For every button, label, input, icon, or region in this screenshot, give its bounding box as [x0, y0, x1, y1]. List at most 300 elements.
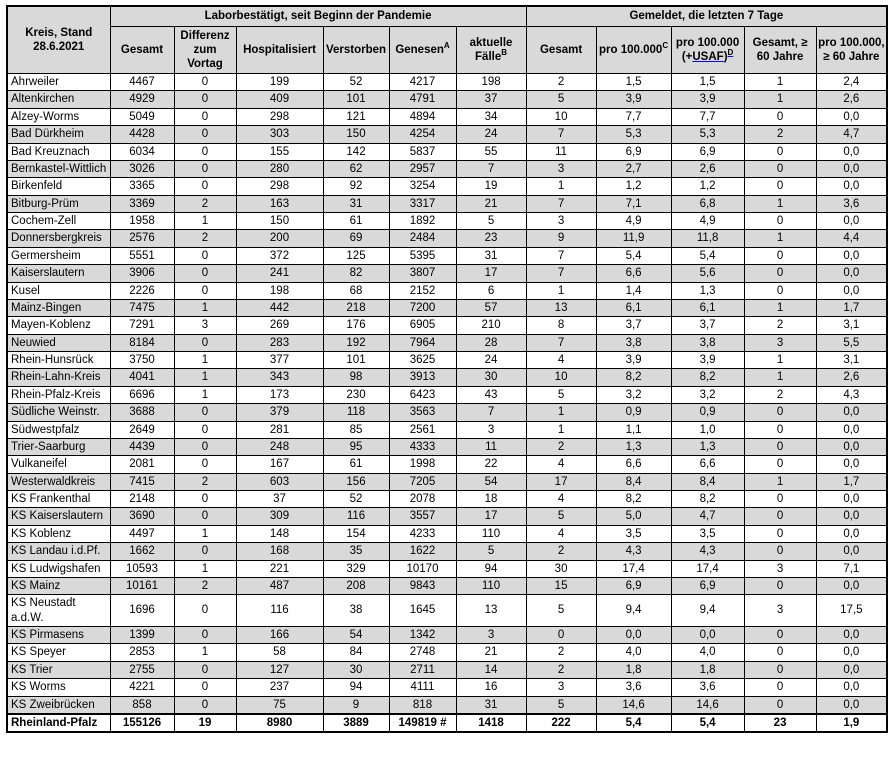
- cell-pro-100000-60-jahre: 4,3: [816, 386, 887, 403]
- cell-differenz-zum-vortag: 0: [174, 679, 236, 696]
- cell-gesamt: 1696: [110, 595, 174, 627]
- cell-pro-100000-usaf: 3,6: [671, 679, 744, 696]
- total-row: [7, 714, 887, 732]
- cell-genesen: 4111: [389, 679, 456, 696]
- cell-pro-100000-usaf: 8,2: [671, 369, 744, 386]
- cell-differenz-zum-vortag: 0: [174, 334, 236, 351]
- cell-gesamt: 1399: [110, 627, 174, 644]
- cell-genesen: 1342: [389, 627, 456, 644]
- cell-gesamt-60-jahre: 3: [744, 560, 816, 577]
- cell-gesamt-60-jahre: 1: [744, 299, 816, 316]
- kreis-name: Neuwied: [7, 334, 110, 351]
- cell-gesamt: 2148: [110, 491, 174, 508]
- usaf-link[interactable]: USAF: [692, 51, 724, 64]
- cell-genesen: 6423: [389, 386, 456, 403]
- kreis-name: KS Ludwigshafen: [7, 560, 110, 577]
- total-name: Rheinland-Pfalz: [7, 714, 110, 732]
- kreis-name: Westerwaldkreis: [7, 473, 110, 490]
- cell-verstorben: 329: [323, 560, 389, 577]
- cell-gesamt-60-jahre: 1: [744, 230, 816, 247]
- cell-genesen: 3254: [389, 178, 456, 195]
- cell-aktuelle-faelle: 3: [456, 627, 526, 644]
- cell-hospitalisiert: 127: [236, 661, 323, 678]
- col-header-hospitalisiert: Hospitalisiert: [236, 27, 323, 74]
- cell-pro-100000: 7,7: [596, 108, 671, 125]
- cell-pro-100000-60-jahre: 5,5: [816, 334, 887, 351]
- cell-gesamt: 2081: [110, 456, 174, 473]
- cell-pro-100000-60-jahre: 0,0: [816, 696, 887, 714]
- cell-gesamt-60-jahre: 1: [744, 74, 816, 91]
- group-header-laborbestaetigt: Laborbestätigt, seit Beginn der Pandemie: [110, 6, 526, 27]
- cell-differenz-zum-vortag: 0: [174, 627, 236, 644]
- cell-differenz-zum-vortag: 0: [174, 126, 236, 143]
- cell-verstorben: 218: [323, 299, 389, 316]
- cell-pro-100000-usaf: 6,9: [671, 143, 744, 160]
- table-row: [7, 230, 887, 247]
- cell-verstorben: 150: [323, 126, 389, 143]
- cell-aktuelle-faelle: 30: [456, 369, 526, 386]
- cell-differenz-zum-vortag: 0: [174, 595, 236, 627]
- cell-gesamt-60-jahre: 2: [744, 386, 816, 403]
- cell-gesamt-7tage: 0: [526, 627, 596, 644]
- cell-verstorben: 54: [323, 627, 389, 644]
- cell-pro-100000: 6,6: [596, 456, 671, 473]
- cell-pro-100000: 2,7: [596, 160, 671, 177]
- cell-aktuelle-faelle: 55: [456, 143, 526, 160]
- cell-gesamt: 8184: [110, 334, 174, 351]
- cell-pro-100000-60-jahre: 1,7: [816, 473, 887, 490]
- cell-gesamt-7tage: 2: [526, 543, 596, 560]
- cell-hospitalisiert: 116: [236, 595, 323, 627]
- cell-pro-100000: 1,3: [596, 438, 671, 455]
- cell-aktuelle-faelle: 24: [456, 126, 526, 143]
- cell-pro-100000: 0,0: [596, 627, 671, 644]
- cell-gesamt-60-jahre: 0: [744, 282, 816, 299]
- cell-pro-100000-usaf: 5,3: [671, 126, 744, 143]
- cell-gesamt: 4428: [110, 126, 174, 143]
- cell-pro-100000: 5,0: [596, 508, 671, 525]
- cell-hospitalisiert: 241: [236, 265, 323, 282]
- cell-differenz-zum-vortag: 3: [174, 317, 236, 334]
- cell-differenz-zum-vortag: 0: [174, 543, 236, 560]
- cell-gesamt-60-jahre: 0: [744, 178, 816, 195]
- cell-pro-100000-usaf: 8,2: [671, 491, 744, 508]
- cell-gesamt: 3369: [110, 195, 174, 212]
- table-row: [7, 178, 887, 195]
- cell-aktuelle-faelle: 14: [456, 661, 526, 678]
- cell-differenz-zum-vortag: 1: [174, 213, 236, 230]
- cell-verstorben: 52: [323, 74, 389, 91]
- kreis-name: Südwestpfalz: [7, 421, 110, 438]
- cell-gesamt-7tage: 3: [526, 679, 596, 696]
- cell-gesamt-60-jahre: 0: [744, 644, 816, 661]
- cell-aktuelle-faelle: 43: [456, 386, 526, 403]
- cell-differenz-zum-vortag: 0: [174, 74, 236, 91]
- cell-aktuelle-faelle: 28: [456, 334, 526, 351]
- cell-aktuelle-faelle: 6: [456, 282, 526, 299]
- cell-differenz-zum-vortag: 0: [174, 160, 236, 177]
- kreis-name: KS Neustadt a.d.W.: [7, 595, 110, 627]
- cell-pro-100000: 11,9: [596, 230, 671, 247]
- cell-differenz-zum-vortag: 0: [174, 91, 236, 108]
- cell-gesamt-60-jahre: 0: [744, 438, 816, 455]
- table-row: [7, 627, 887, 644]
- cell-gesamt: 4929: [110, 91, 174, 108]
- kreis-name: Trier-Saarburg: [7, 438, 110, 455]
- cell-gesamt: 10161: [110, 577, 174, 594]
- kreis-name: Donnersbergkreis: [7, 230, 110, 247]
- cell-gesamt-60-jahre: 1: [744, 352, 816, 369]
- cell-pro-100000-usaf: 3,5: [671, 525, 744, 542]
- col-header-aktuelle-faelle: aktuelle Fälle$^B$: [456, 27, 526, 74]
- cell-gesamt: 7291: [110, 317, 174, 334]
- cell-pro-100000-usaf: 3,9: [671, 91, 744, 108]
- cell-gesamt-60-jahre: 2: [744, 126, 816, 143]
- cell-aktuelle-faelle: 34: [456, 108, 526, 125]
- table-row: [7, 525, 887, 542]
- kreis-name: Rhein-Hunsrück: [7, 352, 110, 369]
- kreis-name: KS Koblenz: [7, 525, 110, 542]
- cell-genesen: 2748: [389, 644, 456, 661]
- cell-differenz-zum-vortag: 1: [174, 386, 236, 403]
- col-header-genesen: Genesen$^A$: [389, 27, 456, 74]
- cell-aktuelle-faelle: 21: [456, 195, 526, 212]
- cell-differenz-zum-vortag: 1: [174, 644, 236, 661]
- cell-verstorben: 84: [323, 644, 389, 661]
- kreis-name: Vulkaneifel: [7, 456, 110, 473]
- table-row: [7, 247, 887, 264]
- table-row: [7, 282, 887, 299]
- table-row: [7, 595, 887, 627]
- cell-gesamt-7tage: 1: [526, 421, 596, 438]
- table-header: [7, 6, 887, 74]
- cell-differenz-zum-vortag: 1: [174, 525, 236, 542]
- table-row: [7, 352, 887, 369]
- cell-differenz-zum-vortag: 0: [174, 661, 236, 678]
- cell-gesamt-60-jahre: 2: [744, 317, 816, 334]
- group-header-row: [7, 6, 887, 27]
- cell-gesamt: 3688: [110, 404, 174, 421]
- cell-differenz-zum-vortag: 2: [174, 195, 236, 212]
- kreis-name: KS Kaiserslautern: [7, 508, 110, 525]
- cell-pro-100000: 6,1: [596, 299, 671, 316]
- cell-genesen: 3563: [389, 404, 456, 421]
- cell-differenz-zum-vortag: 0: [174, 247, 236, 264]
- cell-pro-100000-usaf: 3,9: [671, 352, 744, 369]
- cell-differenz-zum-vortag: 0: [174, 438, 236, 455]
- cell-gesamt-7tage: 2: [526, 438, 596, 455]
- cell-pro-100000-60-jahre: 1,9: [816, 714, 887, 732]
- cell-pro-100000-60-jahre: 0,0: [816, 178, 887, 195]
- cell-gesamt: 6696: [110, 386, 174, 403]
- footnote-marker-c: C: [662, 41, 669, 51]
- corner-line1: Kreis, Stand: [25, 27, 93, 39]
- kreis-name: Kaiserslautern: [7, 265, 110, 282]
- kreis-name: Mayen-Koblenz: [7, 317, 110, 334]
- table-row: [7, 543, 887, 560]
- cell-gesamt: 1662: [110, 543, 174, 560]
- table-row: [7, 560, 887, 577]
- cell-gesamt-60-jahre: 23: [744, 714, 816, 732]
- cell-aktuelle-faelle: 17: [456, 265, 526, 282]
- cell-hospitalisiert: 283: [236, 334, 323, 351]
- cell-differenz-zum-vortag: 1: [174, 560, 236, 577]
- cell-pro-100000-60-jahre: 0,0: [816, 661, 887, 678]
- footnote-marker-d: D: [727, 48, 734, 58]
- cell-gesamt-60-jahre: 0: [744, 421, 816, 438]
- table-row: [7, 438, 887, 455]
- cell-gesamt: 4221: [110, 679, 174, 696]
- cell-pro-100000: 3,2: [596, 386, 671, 403]
- cell-hospitalisiert: 298: [236, 108, 323, 125]
- cell-gesamt: 6034: [110, 143, 174, 160]
- cell-gesamt-7tage: 8: [526, 317, 596, 334]
- cell-pro-100000-usaf: 1,5: [671, 74, 744, 91]
- cell-hospitalisiert: 303: [236, 126, 323, 143]
- kreis-name: Bernkastel-Wittlich: [7, 160, 110, 177]
- cell-gesamt: 858: [110, 696, 174, 714]
- cell-differenz-zum-vortag: 0: [174, 143, 236, 160]
- kreis-name: Ahrweiler: [7, 74, 110, 91]
- cell-hospitalisiert: 280: [236, 160, 323, 177]
- col-header-differenz-zum-vortag: Differenz zum Vortag: [174, 27, 236, 74]
- table-row: [7, 369, 887, 386]
- table-row: [7, 91, 887, 108]
- cell-pro-100000: 0,9: [596, 404, 671, 421]
- col-header-pro-100000-60-jahre: pro 100.000, ≥ 60 Jahre: [816, 27, 887, 74]
- cell-gesamt-60-jahre: 1: [744, 91, 816, 108]
- cell-pro-100000-60-jahre: 0,0: [816, 108, 887, 125]
- kreis-name: Bitburg-Prüm: [7, 195, 110, 212]
- cell-hospitalisiert: 269: [236, 317, 323, 334]
- cell-pro-100000-60-jahre: 1,7: [816, 299, 887, 316]
- cell-genesen: 4894: [389, 108, 456, 125]
- cell-hospitalisiert: 248: [236, 438, 323, 455]
- cell-gesamt-60-jahre: 0: [744, 247, 816, 264]
- table-row: [7, 679, 887, 696]
- cell-gesamt: 5551: [110, 247, 174, 264]
- cell-hospitalisiert: 150: [236, 213, 323, 230]
- cell-pro-100000: 1,1: [596, 421, 671, 438]
- cell-gesamt: 2576: [110, 230, 174, 247]
- cell-pro-100000-60-jahre: 0,0: [816, 679, 887, 696]
- cell-aktuelle-faelle: 23: [456, 230, 526, 247]
- cell-pro-100000-60-jahre: 0,0: [816, 160, 887, 177]
- cell-verstorben: 30: [323, 661, 389, 678]
- cell-pro-100000-60-jahre: 0,0: [816, 491, 887, 508]
- cell-gesamt-60-jahre: 0: [744, 696, 816, 714]
- cell-gesamt-7tage: 4: [526, 352, 596, 369]
- cell-pro-100000-usaf: 5,4: [671, 714, 744, 732]
- kreis-name: KS Mainz: [7, 577, 110, 594]
- cell-gesamt: 2226: [110, 282, 174, 299]
- cell-differenz-zum-vortag: 0: [174, 696, 236, 714]
- cell-gesamt-60-jahre: 3: [744, 595, 816, 627]
- cell-hospitalisiert: 173: [236, 386, 323, 403]
- cell-pro-100000-usaf: 4,7: [671, 508, 744, 525]
- cell-hospitalisiert: 200: [236, 230, 323, 247]
- cell-gesamt-7tage: 7: [526, 126, 596, 143]
- cell-pro-100000-60-jahre: 4,4: [816, 230, 887, 247]
- table-row: [7, 421, 887, 438]
- cell-gesamt-7tage: 5: [526, 386, 596, 403]
- cell-differenz-zum-vortag: 0: [174, 508, 236, 525]
- table-row: [7, 508, 887, 525]
- cell-pro-100000-usaf: 6,8: [671, 195, 744, 212]
- cell-verstorben: 68: [323, 282, 389, 299]
- cell-pro-100000: 6,9: [596, 143, 671, 160]
- cell-genesen: 5395: [389, 247, 456, 264]
- cell-pro-100000-60-jahre: 2,4: [816, 74, 887, 91]
- cell-verstorben: 208: [323, 577, 389, 594]
- cell-pro-100000: 3,6: [596, 679, 671, 696]
- cell-genesen: 2484: [389, 230, 456, 247]
- cell-pro-100000-usaf: 3,7: [671, 317, 744, 334]
- cell-gesamt-60-jahre: 0: [744, 265, 816, 282]
- cell-aktuelle-faelle: 31: [456, 696, 526, 714]
- cell-gesamt-7tage: 15: [526, 577, 596, 594]
- table-row: [7, 644, 887, 661]
- cell-pro-100000-60-jahre: 4,7: [816, 126, 887, 143]
- cell-gesamt-7tage: 3: [526, 213, 596, 230]
- kreis-name: Rhein-Pfalz-Kreis: [7, 386, 110, 403]
- cell-gesamt-7tage: 1: [526, 178, 596, 195]
- cell-aktuelle-faelle: 3: [456, 421, 526, 438]
- table-row: [7, 299, 887, 316]
- cell-differenz-zum-vortag: 2: [174, 230, 236, 247]
- cell-gesamt-7tage: 7: [526, 247, 596, 264]
- cell-pro-100000-60-jahre: 0,0: [816, 508, 887, 525]
- cell-verstorben: 61: [323, 213, 389, 230]
- cell-hospitalisiert: 166: [236, 627, 323, 644]
- cell-pro-100000: 3,7: [596, 317, 671, 334]
- kreis-name: KS Trier: [7, 661, 110, 678]
- cell-genesen: 6905: [389, 317, 456, 334]
- col-header-gesamt: Gesamt: [110, 27, 174, 74]
- cell-hospitalisiert: 379: [236, 404, 323, 421]
- cell-pro-100000: 5,4: [596, 247, 671, 264]
- cell-pro-100000-usaf: 1,8: [671, 661, 744, 678]
- cell-pro-100000: 5,3: [596, 126, 671, 143]
- cell-hospitalisiert: 75: [236, 696, 323, 714]
- col-header-gesamt-60-jahre: Gesamt, ≥ 60 Jahre: [744, 27, 816, 74]
- cell-pro-100000-60-jahre: 0,0: [816, 525, 887, 542]
- cell-differenz-zum-vortag: 0: [174, 456, 236, 473]
- covid-statistics-table: [6, 5, 888, 733]
- cell-hospitalisiert: 377: [236, 352, 323, 369]
- cell-pro-100000-60-jahre: 0,0: [816, 265, 887, 282]
- kreis-name: Bad Dürkheim: [7, 126, 110, 143]
- cell-genesen: 2561: [389, 421, 456, 438]
- cell-gesamt: 3365: [110, 178, 174, 195]
- cell-verstorben: 38: [323, 595, 389, 627]
- cell-pro-100000-60-jahre: 2,6: [816, 91, 887, 108]
- cell-pro-100000: 6,6: [596, 265, 671, 282]
- cell-genesen: 4791: [389, 91, 456, 108]
- cell-gesamt-60-jahre: 1: [744, 369, 816, 386]
- cell-genesen: 7205: [389, 473, 456, 490]
- cell-genesen: 9843: [389, 577, 456, 594]
- cell-hospitalisiert: 163: [236, 195, 323, 212]
- cell-pro-100000: 5,4: [596, 714, 671, 732]
- cell-verstorben: 156: [323, 473, 389, 490]
- cell-pro-100000-usaf: 6,6: [671, 456, 744, 473]
- cell-genesen: 3625: [389, 352, 456, 369]
- cell-hospitalisiert: 281: [236, 421, 323, 438]
- table-row: [7, 213, 887, 230]
- col-header-gesamt-7tage: Gesamt: [526, 27, 596, 74]
- cell-pro-100000-60-jahre: 0,0: [816, 627, 887, 644]
- cell-differenz-zum-vortag: 2: [174, 473, 236, 490]
- cell-hospitalisiert: 603: [236, 473, 323, 490]
- cell-gesamt: 4041: [110, 369, 174, 386]
- table-row: [7, 696, 887, 714]
- cell-pro-100000-usaf: 6,1: [671, 299, 744, 316]
- column-header-row: [7, 27, 887, 74]
- cell-pro-100000-60-jahre: 0,0: [816, 438, 887, 455]
- cell-gesamt: 2755: [110, 661, 174, 678]
- cell-gesamt-7tage: 4: [526, 525, 596, 542]
- cell-verstorben: 230: [323, 386, 389, 403]
- cell-gesamt-60-jahre: 0: [744, 679, 816, 696]
- cell-gesamt-60-jahre: 1: [744, 195, 816, 212]
- cell-verstorben: 92: [323, 178, 389, 195]
- cell-pro-100000: 1,4: [596, 282, 671, 299]
- cell-verstorben: 125: [323, 247, 389, 264]
- cell-pro-100000-60-jahre: 0,0: [816, 543, 887, 560]
- cell-differenz-zum-vortag: 0: [174, 421, 236, 438]
- cell-verstorben: 121: [323, 108, 389, 125]
- cell-gesamt-60-jahre: 0: [744, 404, 816, 421]
- cell-gesamt: 2853: [110, 644, 174, 661]
- cell-genesen: 2957: [389, 160, 456, 177]
- table-row: [7, 577, 887, 594]
- cell-pro-100000-usaf: 9,4: [671, 595, 744, 627]
- cell-hospitalisiert: 309: [236, 508, 323, 525]
- cell-pro-100000-60-jahre: 7,1: [816, 560, 887, 577]
- cell-pro-100000-60-jahre: 3,1: [816, 317, 887, 334]
- cell-pro-100000-60-jahre: 3,6: [816, 195, 887, 212]
- cell-gesamt-7tage: 9: [526, 230, 596, 247]
- cell-hospitalisiert: 167: [236, 456, 323, 473]
- cell-gesamt-60-jahre: 0: [744, 160, 816, 177]
- cell-gesamt-60-jahre: 0: [744, 543, 816, 560]
- cell-pro-100000-usaf: 1,3: [671, 438, 744, 455]
- cell-pro-100000-usaf: 5,6: [671, 265, 744, 282]
- cell-pro-100000-60-jahre: 3,1: [816, 352, 887, 369]
- cell-verstorben: 154: [323, 525, 389, 542]
- cell-genesen: 1622: [389, 543, 456, 560]
- cell-gesamt: 7415: [110, 473, 174, 490]
- cell-hospitalisiert: 199: [236, 74, 323, 91]
- cell-aktuelle-faelle: 11: [456, 438, 526, 455]
- cell-verstorben: 101: [323, 91, 389, 108]
- cell-gesamt: 3026: [110, 160, 174, 177]
- footnote-marker-b: B: [501, 48, 508, 58]
- cell-aktuelle-faelle: 54: [456, 473, 526, 490]
- table-row: [7, 456, 887, 473]
- cell-aktuelle-faelle: 21: [456, 644, 526, 661]
- cell-aktuelle-faelle: 110: [456, 577, 526, 594]
- cell-verstorben: 116: [323, 508, 389, 525]
- cell-pro-100000-usaf: 3,2: [671, 386, 744, 403]
- cell-gesamt-7tage: 7: [526, 265, 596, 282]
- table-row: [7, 108, 887, 125]
- cell-verstorben: 82: [323, 265, 389, 282]
- cell-gesamt-7tage: 2: [526, 644, 596, 661]
- cell-aktuelle-faelle: 17: [456, 508, 526, 525]
- cell-gesamt-7tage: 2: [526, 74, 596, 91]
